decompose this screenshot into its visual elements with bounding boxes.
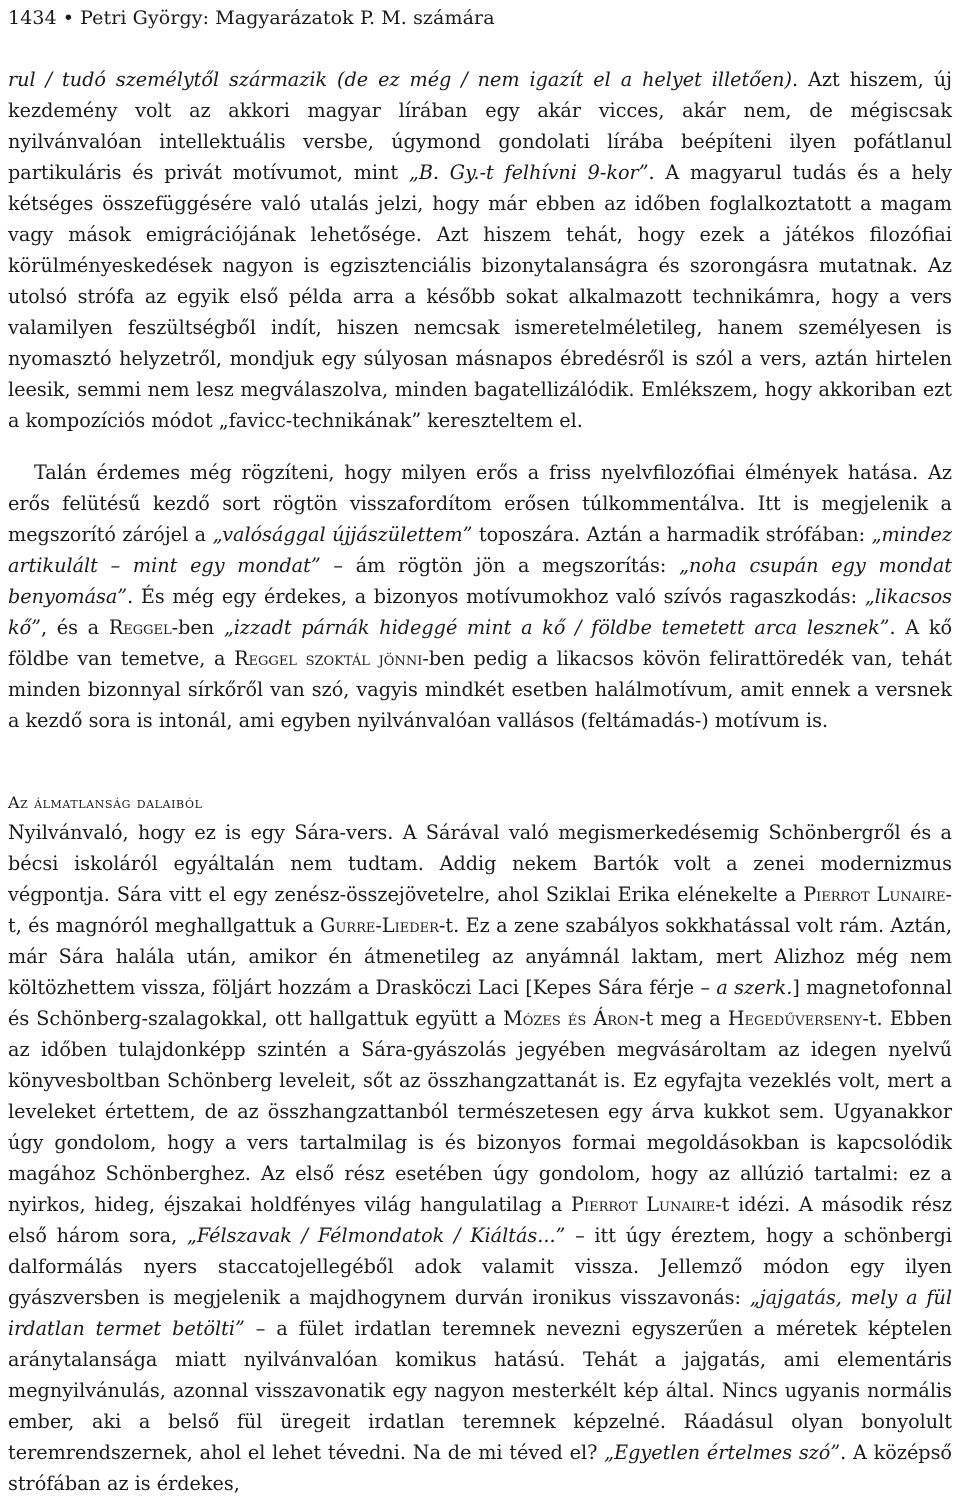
running-title: Petri György: Magyarázatok P. M. számára	[80, 7, 495, 29]
italic-quote: rul / tudó személytől származik (de ez még / nem igazít el a helyet illetően)	[8, 68, 792, 91]
text-run: ] magnetofonnal és Schönberg-szalagokkal, ott hallgattuk együtt a	[8, 976, 952, 1030]
italic-quote: „jajgatás, mely a fül irdatlan termet betölti”	[8, 1286, 952, 1340]
paragraph	[8, 817, 952, 1499]
text-run: -ben	[171, 616, 224, 639]
small-caps-title: Pierrot Lunaire	[803, 883, 946, 906]
italic-quote: a szerk.	[716, 976, 793, 999]
small-caps-title: Hegedűverseny	[727, 1007, 863, 1030]
text-run: Talán érdemes még rögzíteni, hogy milyen erős a friss nyelvfilozófiai élmények hatása. Az erős felütésű kezdő sort rögtön visszafordítom erősen túlkommentálva. Itt is megjelenik a megszorító zárójel a	[8, 461, 952, 546]
paragraph	[8, 457, 952, 736]
page-number: 1434	[8, 7, 57, 29]
text-run: -t. Ez a zene szabályos sokkhatással volt rám. Aztán, már Sára halála után, amikor én átmenetileg az anyámnál laktam, mert Alizhoz még nem költözhettem vissza, följárt hozzám a Drasköczi Laci [Kepes Sára férje –	[8, 914, 952, 999]
italic-quote: „valósággal újjászülettem”	[212, 523, 473, 546]
small-caps-title: Mózes és Áron	[503, 1007, 640, 1030]
small-caps-title: Pierrot Lunaire	[571, 1193, 716, 1216]
text-run: . A középső strófában az is érdekes,	[8, 1441, 952, 1495]
text-run: -t meg a	[639, 1007, 728, 1030]
text-run: Nyilvánvaló, hogy ez is egy Sára-vers. A Sárával való megismerkedésemig Schönbergről és a bécsi iskoláról egyáltalán nem tudtam. Addig nekem Bartók volt a zenei modernizmus végpontja. Sára vitt el egy zenész-összejövetelre, ahol Sziklai Erika elénekelte a	[8, 821, 952, 906]
small-caps-title: Reggel	[108, 616, 172, 639]
text-run: – itt úgy éreztem, hogy a schönbergi dalformálás nyers staccatojellegéből adok valamit vissza. Jellemző módon egy ilyen gyászversben is megjelenik a majdhogynem durván ironikus visszavonás:	[8, 1224, 952, 1309]
italic-quote: „B. Gy.-t felhívni 9-kor”	[408, 161, 649, 184]
italic-quote: „mindez artikulált – mint egy mondat”	[8, 523, 952, 577]
italic-quote: „noha csupán egy mondat benyomása”	[8, 554, 952, 608]
text-run: . A magyarul tudás és a hely kétséges összefüggésére való utalás jelzi, hogy már ebben az időben foglalkoztatott a magam vagy mások emigrációjának lehetősége. Azt hiszem tehát, hogy ezek a játékos filozófiai körülményeskedések nagyon is egzisztenciális bizonytalanságra és szorongásra mutatnak. Az utolsó strófa az egyik első példa arra a később sokat alkalmazott technikámra, hogy a vers valamilyen feszültségből indít, hiszen nemcsak ismeretelméletileg, hanem személyesen is nyomasztó helyzetről, mondjuk egy súlyosan másnapos ébredésről is szól a vers, aztán hirtelen leesik, semmi nem lesz megválaszolva, minden bagatellizálódik. Emlékszem, hogy akkoriban ezt a kompozíciós módot „favicc-technikának” kereszteltem el.	[8, 161, 952, 432]
text-run: -t idézi. A második rész első három sora,	[8, 1193, 952, 1247]
section-heading: Az álmatlanság dalaiból	[8, 793, 203, 812]
italic-quote: „Egyetlen értelmes szó”	[604, 1441, 841, 1464]
paragraph	[8, 64, 952, 436]
bullet-separator: •	[62, 7, 75, 29]
italic-quote: „izzadt párnák hideggé mint a kő / földbe temetett arca lesznek”	[223, 616, 890, 639]
text-run: – a fület irdatlan teremnek nevezni egyszerűen a méretek képtelen aránytalansága miatt nyilvánvalóan komikus hatású. Tehát a jajgatás, ami elementáris megnyilvánulás, azonnal visszavonatik egy nagyon mesterkélt kép által. Nincs ugyanis normális ember, aki a belső fül üregeit irdatlan teremnek képzelné. Ráadásul olyan bonyolult teremrendszernek, ahol el lehet tévedni. Na de mi téved el?	[8, 1317, 952, 1464]
text-run: -ben pedig a likacsos kövön felirattöredék van, tehát minden bizonnyal sírkőről van szó, vagyis mindkét esetben halálmotívum, amit ennek a versnek a kezdő sora is intonál, ami egyben nyilvánvalóan vallásos (feltámadás-) motívum is.	[8, 647, 952, 732]
text-run: toposzára. Aztán a harmadik strófában:	[472, 523, 872, 546]
small-caps-title: Gurre-Lieder	[320, 914, 439, 937]
text-run: . Azt hiszem, új kezdemény volt az akkori magyar lírában egy akár vicces, akár nem, de mégiscsak nyilvánvalóan intellektuális versbe, úgymond gondolati lírába beépíteni ilyen pofátlanul partikuláris és privát motívumot, mint	[8, 68, 952, 184]
text-run: . A kő földbe van temetve, a	[8, 616, 952, 670]
text-run: -t, és magnóról meghallgattuk a	[8, 883, 952, 937]
italic-quote: „likacsos kő”	[8, 585, 952, 639]
italic-quote: „Félszavak / Félmondatok / Kiáltás...”	[186, 1224, 566, 1247]
text-run: . És még egy érdekes, a bizonyos motívumokhoz való szívós ragaszkodás:	[127, 585, 865, 608]
text-run: -t. Ebben az időben tulajdonképp szintén a Sára-gyászolás jegyében megvásároltam az idegen nyelvű könyvesboltban Schönberg leveleit, sőt az összhangzattanát is. Ez egyfajta vezeklés volt, mert a leveleket értettem, de az összhangzattanból természetesen egy árva kukkot sem. Ugyanakkor úgy gondolom, hogy a vers tartalmilag is és bizonyos formai megoldásokban is kapcsolódik magához Schönberghez. Az első rész esetében úgy gondolom, hogy az allúzió tartalmi: ez a nyirkos, hideg, éjszakai holdfényes világ hangulatilag a	[8, 1007, 952, 1216]
text-run: , és a	[41, 616, 109, 639]
small-caps-title: Reggel szoktál jönni	[234, 647, 423, 670]
text-run: – ám rögtön jön a megszorítás:	[320, 554, 680, 577]
running-head	[8, 6, 495, 30]
